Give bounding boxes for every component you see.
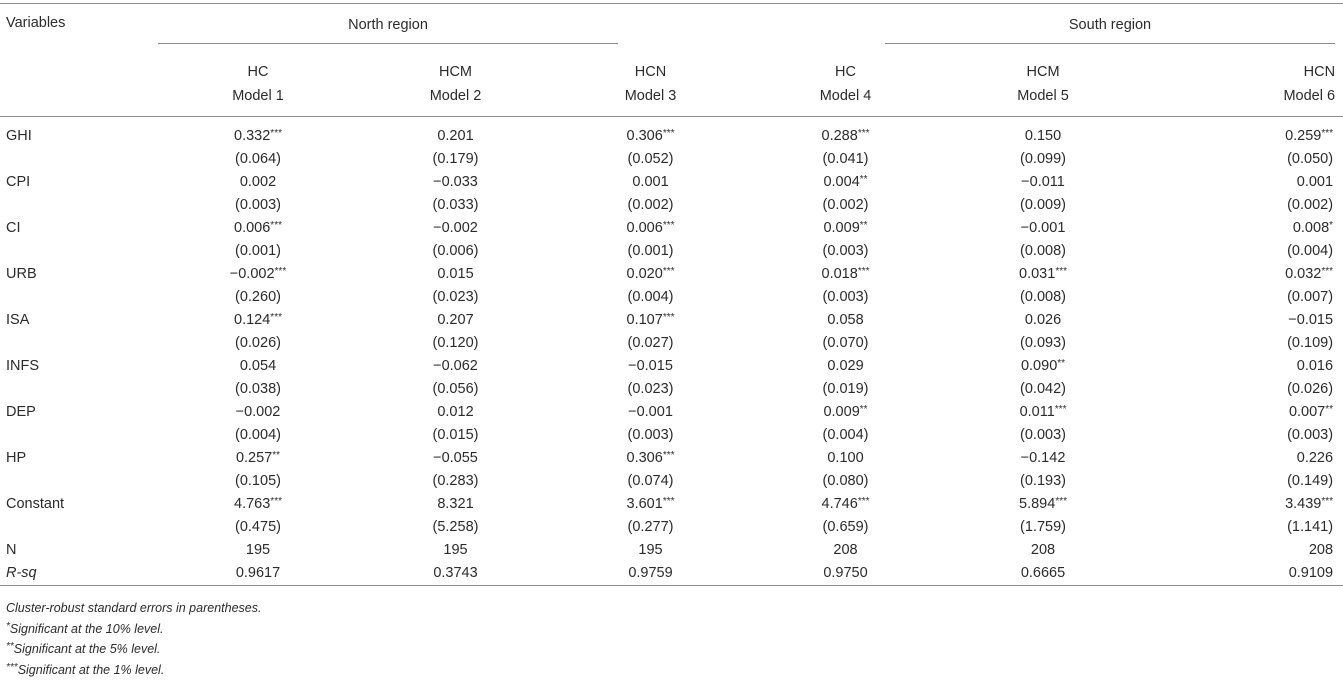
coefficient-cell: 3.439*** [1285,496,1334,512]
variable-name: INFS [6,358,40,374]
empty-cell [0,424,158,447]
standard-error-cell: (0.080) [822,473,869,489]
coefficient-cell: 0.124*** [234,312,282,328]
standard-error-cell: (0.033) [432,197,479,213]
standard-error-cell: (0.004) [627,289,674,305]
standard-error-row [0,424,1343,447]
standard-error-cell: (0.002) [822,197,869,213]
standard-error-cell: (0.023) [432,289,479,305]
variable-name: CI [6,220,21,236]
coefficient-cell: 3.601*** [626,496,675,512]
coefficient-cell: 0.016 [1296,358,1334,374]
coefficient-cell: 0.100 [827,450,864,466]
coefficient-cell: 5.894*** [1019,496,1067,512]
r-squared-cell: 0.9759 [628,565,673,581]
note-5pct: **Significant at the 5% level. [6,641,161,656]
standard-error-cell: (0.149) [1287,473,1334,489]
standard-error-cell: (0.052) [627,151,674,167]
coefficient-cell: 0.032*** [1285,266,1334,282]
table-notes [6,598,261,680]
coefficient-cell: 0.018*** [821,266,870,282]
south-region-header [748,4,1343,53]
standard-error-cell: (0.008) [1020,289,1066,305]
standard-error-cell: (0.260) [235,289,281,305]
standard-error-cell: (0.004) [1287,243,1334,259]
coefficient-cell: 0.201 [437,128,474,144]
standard-error-cell: (0.007) [1287,289,1334,305]
standard-error-cell: (0.008) [1020,243,1066,259]
standard-error-cell: (0.003) [1020,427,1066,443]
coefficient-cell: −0.062 [433,358,478,374]
south-region-label: South region [885,17,1335,44]
standard-error-cell: (0.475) [235,519,281,535]
standard-error-cell: (0.105) [235,473,281,489]
coefficient-row [0,355,1343,378]
coefficient-cell: −0.142 [1020,450,1066,466]
coefficient-cell: 0.007** [1288,404,1334,420]
r-squared-row [0,562,1343,586]
empty-cell [0,148,158,171]
empty-cell [0,240,158,263]
north-region-header [158,4,748,53]
variable-name: DEP [6,404,36,420]
coefficient-row [0,217,1343,240]
standard-error-cell: (0.120) [432,335,479,351]
coefficient-cell: −0.002*** [229,266,287,282]
variable-name: HP [6,450,27,466]
coefficient-cell: 0.332*** [234,128,282,144]
model-label: Model 2 [429,88,482,104]
r-squared-label: R-sq [6,565,37,581]
coefficient-row [0,493,1343,516]
standard-error-cell: (0.277) [627,519,674,535]
standard-error-cell: (0.003) [235,197,281,213]
coefficient-cell: −0.001 [628,404,673,420]
coefficient-cell: 0.150 [1024,128,1062,144]
standard-error-row [0,194,1343,217]
standard-error-cell: (0.004) [822,427,869,443]
standard-error-cell: (0.193) [1020,473,1066,489]
coefficient-cell: 0.004** [823,174,868,190]
coefficient-cell: 0.020*** [626,266,675,282]
coefficient-cell: 0.015 [437,266,474,282]
model-label: Model 3 [624,88,677,104]
standard-error-cell: (0.659) [822,519,869,535]
model-label: Model 5 [1017,88,1069,104]
standard-error-cell: (0.006) [432,243,479,259]
observations-cell: 208 [833,542,858,558]
observations-row [0,539,1343,562]
empty-cell [0,286,158,309]
variable-name: ISA [6,312,30,328]
group-header-row [0,4,1343,53]
standard-error-cell: (0.002) [627,197,674,213]
standard-error-cell: (1.141) [1287,519,1334,535]
model-label: Model 4 [819,88,872,104]
standard-error-cell: (5.258) [432,519,479,535]
variable-name: GHI [6,128,32,144]
coefficient-cell: 0.006*** [234,220,282,236]
model-label: Model 6 [1283,88,1336,104]
observations-cell: 195 [245,542,271,558]
coefficient-cell: −0.002 [235,404,281,420]
coefficient-row [0,263,1343,286]
model-header-4 [748,52,943,117]
standard-error-cell: (0.004) [235,427,281,443]
standard-error-cell: (0.027) [627,335,674,351]
r-squared-cell: 0.9109 [1288,565,1334,581]
empty-cell [0,378,158,401]
variables-header: Variables [6,15,66,31]
coefficient-cell: 0.002 [239,174,277,190]
standard-error-row [0,378,1343,401]
coefficient-cell: 4.763*** [234,496,282,512]
standard-error-cell: (0.003) [627,427,674,443]
observations-cell: 195 [443,542,468,558]
coefficient-row [0,125,1343,148]
observations-cell: 208 [1308,542,1334,558]
standard-error-cell: (0.041) [822,151,869,167]
standard-error-cell: (0.050) [1287,151,1334,167]
coefficient-cell: 0.026 [1024,312,1062,328]
coefficient-row [0,447,1343,470]
standard-error-cell: (0.042) [1020,381,1066,397]
r-squared-cell: 0.9617 [235,565,281,581]
standard-error-row [0,148,1343,171]
coefficient-cell: −0.015 [1288,312,1334,328]
standard-error-cell: (0.179) [432,151,479,167]
standard-error-cell: (0.019) [822,381,869,397]
model-header-row [0,52,1343,117]
variable-name: Constant [6,496,65,512]
coefficient-cell: 0.257** [235,450,281,466]
standard-error-cell: (1.759) [1020,519,1066,535]
note-se: Cluster-robust standard errors in parentheses. [6,601,262,615]
dependent-variable-label: HC [247,64,269,80]
standard-error-cell: (0.015) [432,427,479,443]
empty-cell [0,516,158,539]
coefficient-cell: 0.306*** [626,450,675,466]
coefficient-cell: −0.011 [1021,174,1065,190]
note-10pct: *Significant at the 10% level. [6,620,164,636]
coefficient-cell: 0.107*** [626,312,675,328]
coefficient-cell: 0.006*** [626,220,675,236]
standard-error-cell: (0.093) [1020,335,1066,351]
coefficient-cell: 0.306*** [626,128,675,144]
standard-error-cell: (0.109) [1287,335,1334,351]
coefficient-row [0,171,1343,194]
dependent-variable-label: HCN [634,64,667,80]
coefficient-row [0,309,1343,332]
dependent-variable-label: HCM [1026,64,1060,80]
coefficient-cell: 0.009** [823,220,868,236]
empty-cell [0,194,158,217]
dependent-variable-label: HC [835,64,856,80]
standard-error-cell: (0.026) [235,335,281,351]
coefficient-cell: 4.746*** [821,496,870,512]
standard-error-cell: (0.003) [822,243,869,259]
standard-error-cell: (0.009) [1020,197,1066,213]
model-header-2 [358,52,553,117]
model-header-3 [553,52,748,117]
coefficient-cell: −0.015 [628,358,673,374]
empty-cell [0,470,158,493]
coefficient-cell: −0.001 [1020,220,1066,236]
standard-error-row [0,470,1343,493]
coefficient-row [0,401,1343,424]
coefficient-cell: 0.001 [632,174,669,190]
standard-error-cell: (0.003) [1287,427,1334,443]
standard-error-cell: (0.023) [627,381,674,397]
coefficient-cell: −0.055 [433,450,478,466]
standard-error-cell: (0.001) [627,243,674,259]
empty-cell [0,332,158,355]
dependent-variable-label: HCM [438,64,473,80]
standard-error-cell: (0.099) [1020,151,1066,167]
coefficient-cell: 0.058 [827,312,864,328]
empty-header-cell [0,52,158,117]
variable-name: URB [6,266,37,282]
coefficient-cell: 0.090** [1020,358,1066,374]
coefficient-cell: 0.001 [1296,174,1334,190]
coefficient-cell: 0.031*** [1019,266,1067,282]
standard-error-cell: (0.283) [432,473,479,489]
standard-error-cell: (0.064) [235,151,281,167]
model-header-5 [943,52,1143,117]
coefficient-cell: 0.226 [1296,450,1334,466]
variable-name: CPI [6,174,31,190]
coefficient-cell: 0.009** [823,404,868,420]
standard-error-cell: (0.026) [1287,381,1334,397]
observations-cell: 195 [638,542,663,558]
coefficient-cell: 0.012 [437,404,474,420]
coefficient-cell: 0.029 [827,358,864,374]
r-squared-cell: 0.9750 [823,565,868,581]
r-squared-cell: 0.3743 [433,565,478,581]
standard-error-cell: (0.070) [822,335,869,351]
standard-error-cell: (0.003) [822,289,869,305]
standard-error-cell: (0.002) [1287,197,1334,213]
observations-label: N [6,542,17,558]
standard-error-cell: (0.056) [432,381,479,397]
standard-error-cell: (0.001) [235,243,281,259]
standard-error-cell: (0.038) [235,381,281,397]
spacer-row [0,117,1343,126]
r-squared-cell: 0.6665 [1020,565,1066,581]
coefficient-cell: 0.207 [437,312,474,328]
regression-table [0,3,1343,586]
model-header-1 [158,52,358,117]
note-1pct: ***Significant at the 1% level. [6,661,165,677]
standard-error-row [0,240,1343,263]
coefficient-cell: 8.321 [437,496,474,512]
standard-error-row [0,286,1343,309]
north-region-label: North region [158,17,618,44]
coefficient-cell: 0.011*** [1019,404,1067,420]
coefficient-cell: 0.288*** [821,128,870,144]
coefficient-cell: 0.054 [239,358,277,374]
model-label: Model 1 [232,88,284,104]
coefficient-cell: 0.008* [1292,220,1334,236]
standard-error-cell: (0.074) [627,473,674,489]
standard-error-row [0,332,1343,355]
coefficient-cell: 0.259*** [1285,128,1334,144]
coefficient-cell: −0.033 [433,174,478,190]
dependent-variable-label: HCN [1303,64,1336,80]
coefficient-cell: −0.002 [433,220,478,236]
model-header-6 [1143,52,1343,117]
standard-error-row [0,516,1343,539]
observations-cell: 208 [1030,542,1056,558]
